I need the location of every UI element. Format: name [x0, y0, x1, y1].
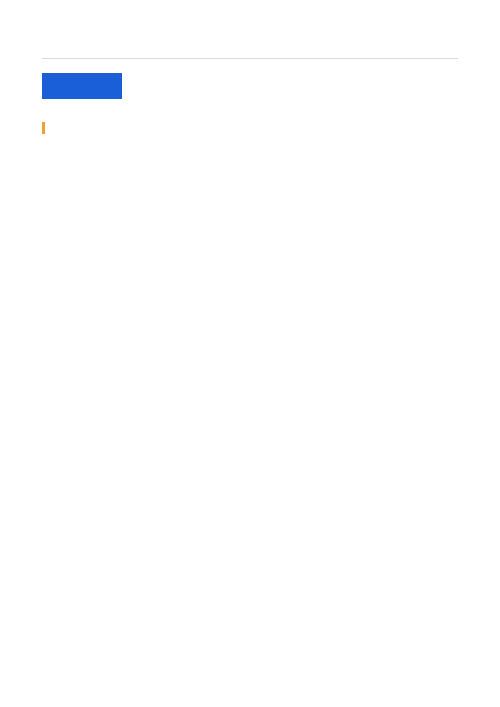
- header-divider: [42, 58, 458, 59]
- heading-accent-bar: [42, 122, 45, 134]
- root-section-heading: [42, 122, 53, 134]
- section-banner: [42, 73, 122, 99]
